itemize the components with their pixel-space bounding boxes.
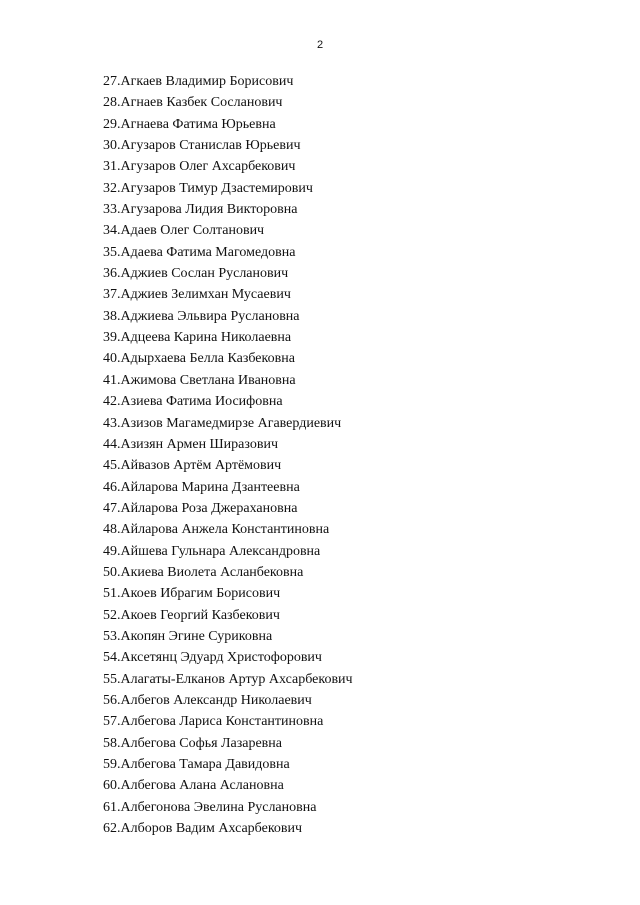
list-item: 30.Агузаров Станислав Юрьевич [103,138,301,154]
list-item: 40.Адырхаева Белла Казбековна [103,351,295,367]
list-item: 62.Алборов Вадим Ахсарбекович [103,821,303,837]
list-item: 55.Алагаты-Елканов Артур Ахсарбекович [103,671,353,687]
page-number: 2 [316,39,324,51]
list-item: 41.Ажимова Светлана Ивановна [103,372,296,388]
list-item: 38.Аджиева Эльвира Руслановна [103,308,300,324]
list-item: 48.Айларова Анжела Константиновна [103,522,330,538]
list-item: 46.Айларова Марина Дзантеевна [103,479,300,495]
list-item: 53.Акопян Эгине Суриковна [103,628,273,644]
list-item: 58.Албегова Софья Лазаревна [103,735,282,751]
list-item: 33.Агузарова Лидия Викторовна [103,202,298,218]
list-item: 61.Албегонова Эвелина Руслановна [103,799,317,815]
list-item: 47.Айларова Роза Джерахановна [103,500,298,516]
list-item: 59.Албегова Тамара Давидовна [103,757,290,772]
list-item: 54.Аксетянц Эдуард Христофорович [103,650,322,666]
list-item: 43.Азизов Магамедмирзе Агавердиевич [103,415,342,431]
list-item: 60.Албегова Алана Аслановна [103,778,284,794]
list-item: 42.Азиева Фатима Иосифовна [103,394,283,410]
list-item: 34.Адаев Олег Солтанович [103,223,265,239]
list-item: 37.Аджиев Зелимхан Мусаевич [103,287,291,303]
list-item: 52.Акоев Георгий Казбекович [103,607,280,623]
list-item: 27.Агкаев Владимир Борисович [103,74,294,89]
name-list [103,71,353,839]
list-item: 50.Акиева Виолета Асланбековна [103,564,304,580]
list-item: 28.Агнаев Казбек Сосланович [103,95,283,111]
list-item: 35.Адаева Фатима Магомедовна [103,244,296,260]
list-item: 36.Аджиев Сослан Русланович [103,266,289,282]
list-item: 57.Албегова Лариса Константиновна [103,714,324,730]
list-item: 29.Агнаева Фатима Юрьевна [103,116,276,132]
list-item: 32.Агузаров Тимур Дзастемирович [103,180,313,196]
list-item: 49.Айшева Гульнара Александровна [103,543,321,559]
list-item: 44.Азизян Армен Ширазович [103,436,278,452]
list-item: 56.Албегов Александр Николаевич [103,692,312,708]
list-item: 45.Айвазов Артём Артёмович [103,458,282,474]
list-item: 51.Акоев Ибрагим Борисович [103,586,281,602]
list-item: 39.Адцеева Карина Николаевна [103,330,292,346]
list-item: 31.Агузаров Олег Ахсарбекович [103,159,296,175]
